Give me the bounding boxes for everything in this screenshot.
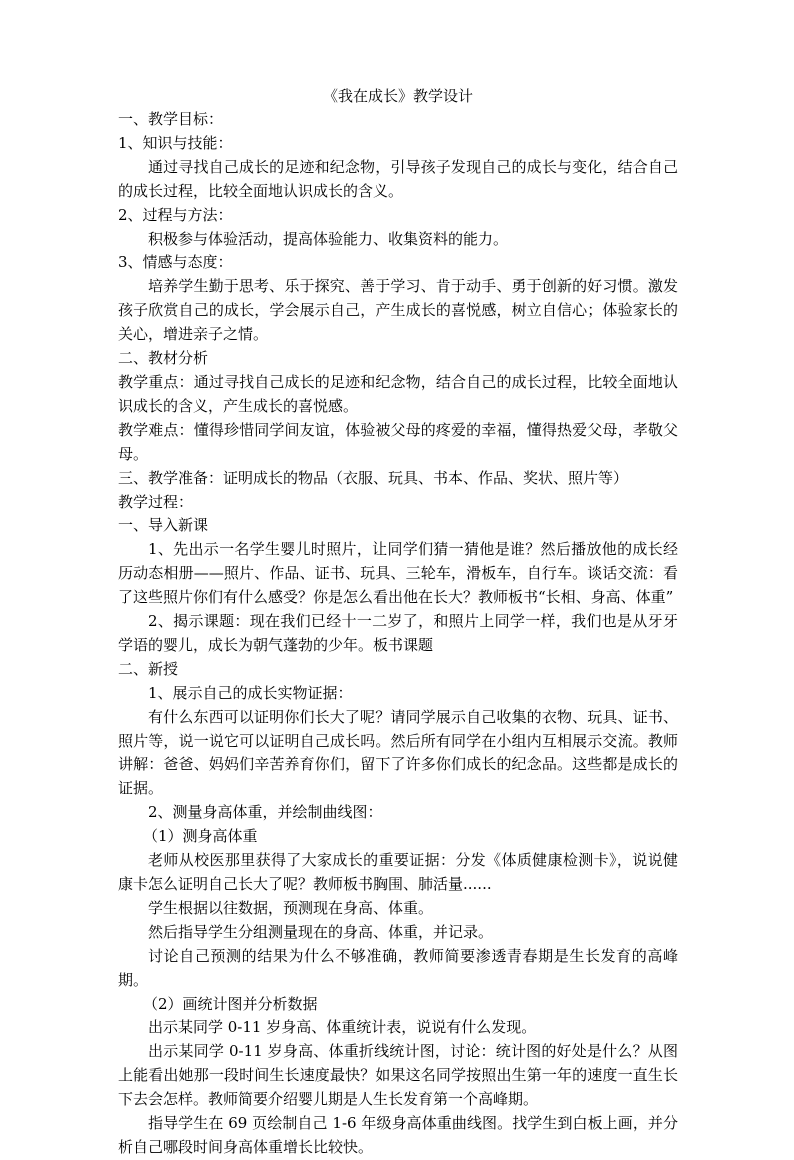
document-title: 《我在成长》教学设计 <box>322 87 473 105</box>
paragraph-health-card: 老师从校医那里获得了大家成长的重要证据：分发《体质健康检测卡》，说说健康卡怎么证明自己长大了呢？教师板书胸围、肺活量...... <box>118 851 678 893</box>
paragraph-introduction-1: 1、先出示一名学生婴儿时照片，让同学们猜一猜他是谁？然后播放他的成长经历动态相册——照片、作品、证书、玩具、三轮车，滑板车，自行车。谈话交流：看了这些照片你们有什么感受？你是怎么看出他在长大？教师板书“长相、身高、体重” <box>118 540 678 607</box>
paragraph-predict: 学生根据以往数据，预测现在身高、体重。 <box>148 898 434 917</box>
paragraph-discussion: 讨论自己预测的结果为什么不够准确，教师简要渗透青春期是生长发育的高峰期。 <box>118 946 678 989</box>
paragraph-group-measure: 然后指导学生分组测量现在的身高、体重，并记录。 <box>148 922 494 941</box>
heading-teaching-process: 教学过程： <box>118 492 194 511</box>
subheading-emotion-attitude: 3、情感与态度： <box>118 253 233 272</box>
heading-teaching-preparation: 三、教学准备：证明成长的物品（衣服、玩具、书本、作品、奖状、照片等） <box>118 468 629 487</box>
paragraph-knowledge-skills: 通过寻找自己成长的足迹和纪念物，引导孩子发现自己的成长与变化，结合自己的成长过程，比较全面地认识成长的含义。 <box>118 157 678 200</box>
subheading-show-evidence: 1、展示自己的成长实物证据： <box>148 683 353 702</box>
paragraph-emotion-attitude: 培养学生勤于思考、乐于探究、善于学习、肯于动手、勇于创新的好习惯。激发孩子欣赏自己的成长，学会展示自己，产生成长的喜悦感，树立自信心；体验家长的关心，增进亲子之情。 <box>118 277 678 344</box>
heading-teaching-goals: 一、教学目标： <box>118 110 224 128</box>
paragraph-process-method: 积极参与体验活动，提高体验能力、收集资料的能力。 <box>148 229 509 248</box>
paragraph-show-evidence: 有什么东西可以证明你们长大了呢？请同学展示自己收集的衣物、玩具、证书、照片等，说一说它可以证明自己成长吗。然后所有同学在小组内互相展示交流。教师讲解：爸爸、妈妈们辛苦养育你们，留下了许多你们成长的纪念品。这些都是成长的证据。 <box>118 707 678 798</box>
paragraph-show-table: 出示某同学 0-11 岁身高、体重统计表，说说有什么发现。 <box>148 1018 537 1037</box>
subheading-draw-chart: （2）画统计图并分析数据 <box>143 994 318 1013</box>
subheading-process-method: 2、过程与方法： <box>118 205 233 224</box>
subheading-knowledge-skills: 1、知识与技能： <box>118 133 233 152</box>
paragraph-show-line-chart: 出示某同学 0-11 岁身高、体重折线统计图，讨论：统计图的好处是什么？从图上能看出她那一段时间生长速度最快？如果这名同学按照出生第一年的速度一直生长下去会怎样。教师简要介绍婴儿期是人生长发育第一个高峰期。 <box>118 1042 678 1109</box>
paragraph-key-points: 教学重点：通过寻找自己成长的足迹和纪念物，结合自己的成长过程，比较全面地认识成长的含义，产生成长的喜悦感。 <box>118 372 678 415</box>
paragraph-difficulties: 教学难点：懂得珍惜同学间友谊，体验被父母的疼爱的幸福，懂得热爱父母，孝敬父母。 <box>118 420 678 463</box>
heading-material-analysis: 二、教材分析 <box>118 349 209 368</box>
heading-new-lesson: 二、新授 <box>118 659 179 678</box>
heading-introduction: 一、导入新课 <box>118 516 209 535</box>
document-body <box>118 108 678 1160</box>
subheading-measure: 2、测量身高体重，并绘制曲线图： <box>148 803 383 822</box>
paragraph-introduction-2: 2、揭示课题：现在我们已经十一二岁了，和照片上同学一样，我们也是从牙牙学语的婴儿，成长为朝气蓬勃的少年。板书课题 <box>118 612 678 654</box>
subheading-measure-height-weight: （1）测身高体重 <box>143 827 258 846</box>
paragraph-guide-drawing: 指导学生在 69 页绘制自己 1-6 年级身高体重曲线图。找学生到白板上画，并分析自己哪段时间身高体重增长比较快。 <box>118 1114 678 1156</box>
